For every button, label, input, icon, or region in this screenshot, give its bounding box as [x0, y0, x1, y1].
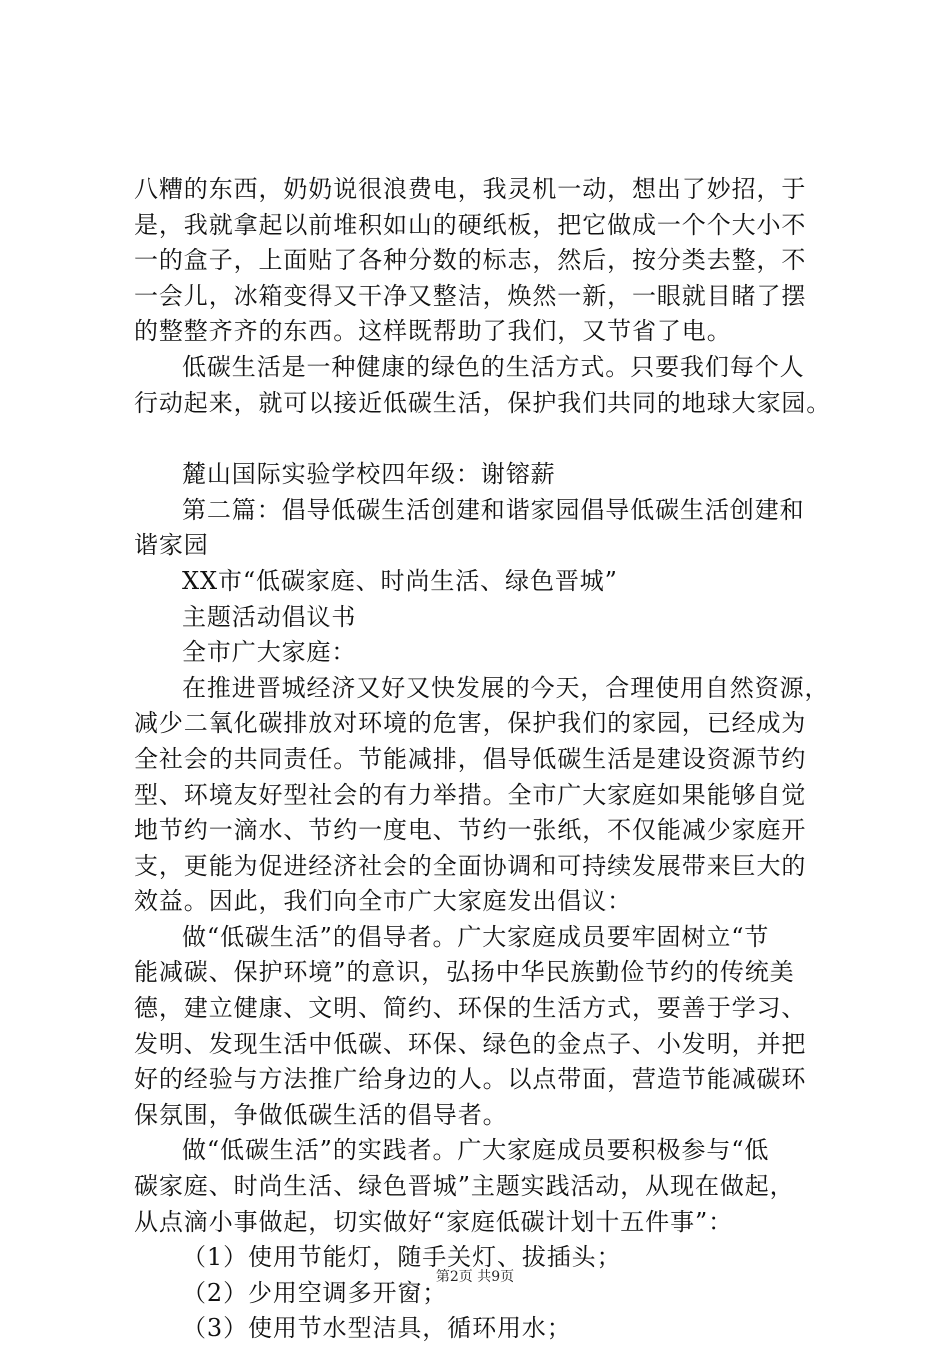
list-item: （3）使用节水型洁具，循环用水；: [182, 1314, 572, 1343]
document-body: [134, 172, 834, 1347]
paragraph-line: 八糟的东西，奶奶说很浪费电，我灵机一动，想出了妙招，于: [134, 175, 807, 203]
paragraph-line: 在推进晋城经济又好又快发展的今天，合理使用自然资源，: [182, 673, 830, 702]
proposal-subtitle: 主题活动倡议书: [182, 602, 357, 631]
blank-line: [134, 421, 834, 457]
paragraph-line: 做“低碳生活”的实践者。广大家庭成员要积极参与“低: [182, 1136, 770, 1165]
salutation: 全市广大家庭：: [182, 638, 357, 667]
paragraph-line: 保氛围，争做低碳生活的倡导者。: [134, 1100, 508, 1129]
paragraph-line: 全社会的共同责任。节能减排，倡导低碳生活是建设资源节约: [134, 744, 807, 773]
paragraph-line: 碳家庭、时尚生活、绿色晋城”主题实践活动，从现在做起，: [134, 1172, 795, 1201]
paragraph-line: 一会儿，冰箱变得又干净又整洁，焕然一新，一眼就目睹了摆: [134, 281, 807, 310]
paragraph-line: 做“低碳生活”的倡导者。广大家庭成员要牢固树立“节: [182, 922, 770, 951]
paragraph-line: 发明、发现生活中低碳、环保、绿色的金点子、小发明，并把: [134, 1029, 807, 1058]
paragraph-line: 的整整齐齐的东西。这样既帮助了我们，又节省了电。: [134, 317, 732, 346]
paragraph-line: 效益。因此，我们向全市广大家庭发出倡议：: [134, 887, 632, 916]
proposal-title: XX市“低碳家庭、时尚生活、绿色晋城”: [182, 566, 618, 595]
paragraph-line: 型、环境友好型社会的有力举措。全市广大家庭如果能够自觉: [134, 780, 807, 809]
list-item: （2）少用空调多开窗；: [182, 1278, 448, 1307]
author-line: 麓山国际实验学校四年级：谢镕薪: [182, 460, 556, 489]
paragraph-line: 从点滴小事做起，切实做好“家庭低碳计划十五件事”：: [134, 1207, 734, 1236]
page-number: 第2页 共9页: [435, 1269, 515, 1285]
paragraph-line: 德，建立健康、文明、简约、环保的生活方式，要善于学习、: [134, 994, 807, 1023]
paragraph-line: 低碳生活是一种健康的绿色的生活方式。只要我们每个人: [182, 352, 805, 381]
paragraph-line: 好的经验与方法推广给身边的人。以点带面，营造节能减碳环: [134, 1065, 807, 1094]
paragraph-line: 是，我就拿起以前堆积如山的硬纸板，把它做成一个个大小不: [134, 210, 807, 239]
section-heading: 第二篇：倡导低碳生活创建和谐家园倡导低碳生活创建和: [182, 495, 805, 524]
paragraph-line: 减少二氧化碳排放对环境的危害，保护我们的家园，已经成为: [134, 709, 807, 738]
paragraph-line: 能减碳、保护环境”的意识，弘扬中华民族勤俭节约的传统美: [134, 958, 795, 987]
paragraph-line: 地节约一滴水、节约一度电、节约一张纸，不仅能减少家庭开: [134, 816, 807, 845]
section-heading-cont: 谐家园: [134, 531, 209, 560]
paragraph-line: 一的盒子，上面贴了各种分数的标志，然后，按分类去整，不: [134, 246, 807, 275]
paragraph-line: 支，更能为促进经济社会的全面协调和可持续发展带来巨大的: [134, 851, 807, 880]
paragraph-line: 行动起来，就可以接近低碳生活，保护我们共同的地球大家园。: [134, 388, 832, 417]
list-item: （1）使用节能灯，随手关灯、拔插头；: [182, 1243, 622, 1272]
